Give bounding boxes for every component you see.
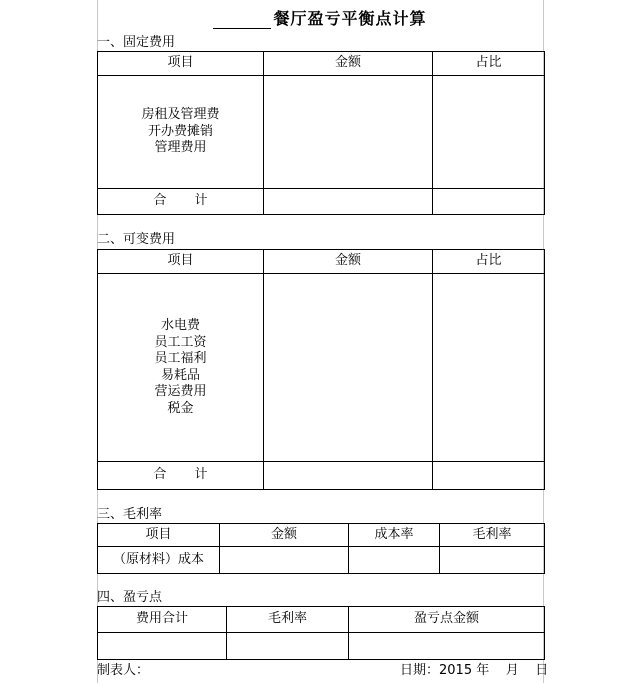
- item-label: 易耗品: [160, 367, 200, 383]
- header-amount: 金额: [220, 524, 349, 547]
- header-gross-margin: 毛利率: [440, 524, 545, 547]
- total-label: 合 计: [98, 462, 264, 490]
- header-breakeven-amount: 盈亏点金额: [349, 607, 545, 633]
- header-item: 项目: [98, 524, 220, 547]
- table-row: [98, 633, 545, 660]
- header-item: 项目: [98, 52, 264, 76]
- header-ratio: 占比: [433, 52, 545, 76]
- item-label: 房租及管理费: [141, 107, 220, 123]
- section-fixed-costs-heading: 一、固定费用: [97, 35, 176, 50]
- item-label: 管理费用: [154, 140, 207, 156]
- total-row: [98, 462, 545, 490]
- title-text: 餐厅盈亏平衡点计算: [273, 9, 427, 28]
- gross-margin-table: [97, 523, 545, 574]
- fixed-items-cell: [98, 76, 264, 189]
- variable-ratio-cell[interactable]: [433, 274, 545, 462]
- item-label: 开办费摊销: [147, 123, 213, 139]
- date-label: 日期：2015 年 月 日: [400, 663, 549, 678]
- fixed-costs-table: [97, 51, 545, 215]
- variable-items-cell: [98, 274, 264, 462]
- fixed-ratio-cell[interactable]: [433, 76, 545, 189]
- gross-margin-cell[interactable]: [227, 633, 349, 660]
- header-gross-margin: 毛利率: [227, 607, 349, 633]
- table-header-row: [98, 52, 545, 76]
- table-header-row: [98, 524, 545, 547]
- header-item: 项目: [98, 250, 264, 274]
- item-label: 税金: [167, 400, 194, 416]
- breakeven-amount-cell[interactable]: [349, 633, 545, 660]
- fixed-total-amount-cell[interactable]: [264, 189, 433, 215]
- header-amount: 金额: [264, 52, 433, 76]
- breakeven-table: [97, 606, 545, 660]
- table-row: [98, 274, 545, 462]
- material-gross-margin-cell[interactable]: [440, 547, 545, 574]
- material-cost-rate-cell[interactable]: [349, 547, 440, 574]
- variable-costs-table: [97, 249, 545, 490]
- variable-amount-cell[interactable]: [264, 274, 433, 462]
- section-breakeven-heading: 四、盈亏点: [97, 590, 163, 605]
- fixed-amount-cell[interactable]: [264, 76, 433, 189]
- header-total-costs: 费用合计: [98, 607, 227, 633]
- section-variable-costs-heading: 二、可变费用: [97, 232, 176, 247]
- item-label: 员工福利: [154, 351, 207, 366]
- item-label: 员工工资: [154, 334, 207, 350]
- total-label: 合 计: [98, 189, 264, 215]
- item-label: 水电费: [160, 318, 200, 333]
- table-row: [98, 76, 545, 189]
- header-cost-rate: 成本率: [349, 524, 440, 547]
- total-row: [98, 189, 545, 215]
- total-costs-cell[interactable]: [98, 633, 227, 660]
- variable-total-amount-cell[interactable]: [264, 462, 433, 490]
- section-gross-margin-heading: 三、毛利率: [97, 507, 163, 522]
- table-header-row: [98, 607, 545, 633]
- header-ratio: 占比: [433, 250, 545, 274]
- material-cost-label: （原材料）成本: [98, 547, 220, 574]
- variable-total-ratio-cell[interactable]: [433, 462, 545, 490]
- prepared-by-label: 制表人：: [97, 663, 150, 678]
- item-label: 营运费用: [154, 384, 207, 399]
- table-header-row: [98, 250, 545, 274]
- fixed-total-ratio-cell[interactable]: [433, 189, 545, 215]
- material-amount-cell[interactable]: [220, 547, 349, 574]
- title-blank-line[interactable]: [213, 10, 271, 29]
- table-row: [98, 547, 545, 574]
- header-amount: 金额: [264, 250, 433, 274]
- document-title: [0, 6, 640, 29]
